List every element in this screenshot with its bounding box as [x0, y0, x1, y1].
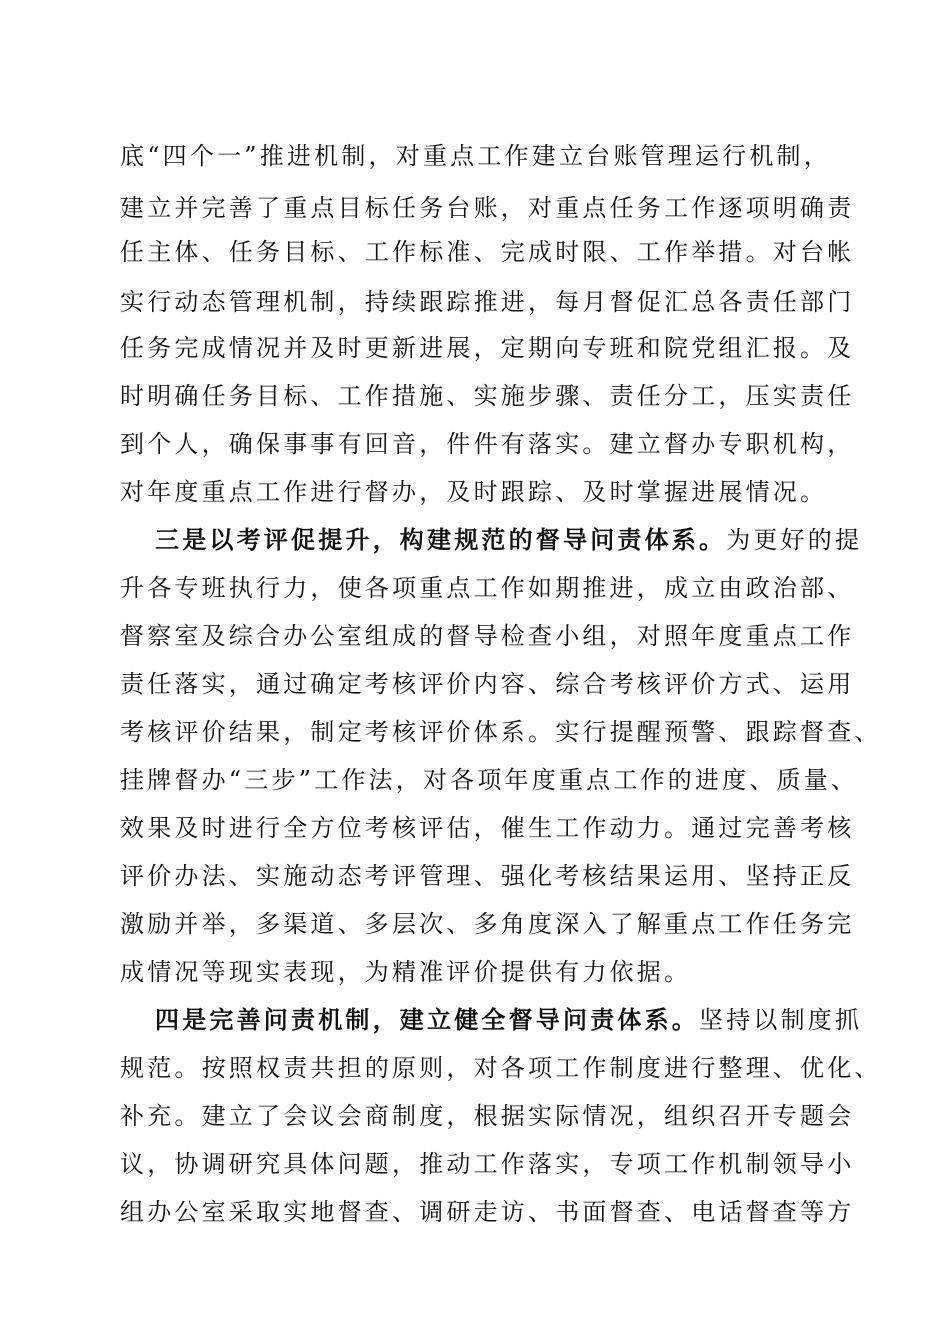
- text-line: 补充。建立了会议会商制度，根据实际情况，组织召开专题会: [120, 1102, 855, 1130]
- text-line: 规范。按照权责共担的原则，对各项工作制度进行整理、优化、: [120, 1054, 882, 1082]
- text-line: 成情况等现实表现，为精准评价提供有力依据。: [120, 958, 692, 986]
- text-line: 评价办法、实施动态考评管理、强化考核结果运用、坚持正反: [120, 862, 855, 890]
- paragraph-heading: 三是以考评促提升，构建规范的督导问责体系。: [155, 525, 727, 554]
- text-line: 实行动态管理机制，持续跟踪推进，每月督促汇总各责任部门: [120, 288, 855, 316]
- text-line: 到个人，确保事事有回音，件件有落实。建立督办专职机构，: [120, 430, 855, 458]
- text-line: 议，协调研究具体问题，推动工作落实，专项工作机制领导小: [120, 1150, 855, 1178]
- text-line: 建立并完善了重点目标任务台账，对重点任务工作逐项明确责: [120, 194, 855, 222]
- text-line: 底“四个一”推进机制，对重点工作建立台账管理运行机制，: [120, 142, 831, 170]
- text-line: 时明确任务目标、工作措施、实施步骤、责任分工，压实责任: [120, 382, 855, 410]
- text-line: 对年度重点工作进行督办，及时跟踪、及时掌握进展情况。: [120, 478, 828, 506]
- text-line: 效果及时进行全方位考核评估，催生工作动力。通过完善考核: [120, 814, 855, 842]
- text-line: 责任落实，通过确定考核评价内容、综合考核评价方式、运用: [120, 670, 855, 698]
- text-line: 组办公室采取实地督查、调研走访、书面督查、电话督查等方: [120, 1198, 855, 1226]
- text-line: 激励并举，多渠道、多层次、多角度深入了解重点工作任务完: [120, 910, 855, 938]
- text-line: 任主体、任务目标、工作标准、完成时限、工作举措。对台帐: [120, 238, 855, 266]
- text-line: 考核评价结果，制定考核评价体系。实行提醒预警、跟踪督查、: [120, 718, 882, 746]
- paragraph-first-line: [155, 1000, 862, 1040]
- heading-continuation: 坚持以制度抓: [699, 1006, 863, 1034]
- paragraph-heading: 四是完善问责机制，建立健全督导问责体系。: [155, 1005, 699, 1034]
- paragraph-first-line: [155, 520, 862, 560]
- text-line: 任务完成情况并及时更新进展，定期向专班和院党组汇报。及: [120, 334, 855, 362]
- heading-continuation: 为更好的提: [726, 526, 863, 554]
- text-line: 督察室及综合办公室组成的督导检查小组，对照年度重点工作: [120, 622, 855, 650]
- text-line: 升各专班执行力，使各项重点工作如期推进，成立由政治部、: [120, 574, 855, 602]
- text-line: 挂牌督办“三步”工作法，对各项年度重点工作的进度、质量、: [120, 766, 859, 794]
